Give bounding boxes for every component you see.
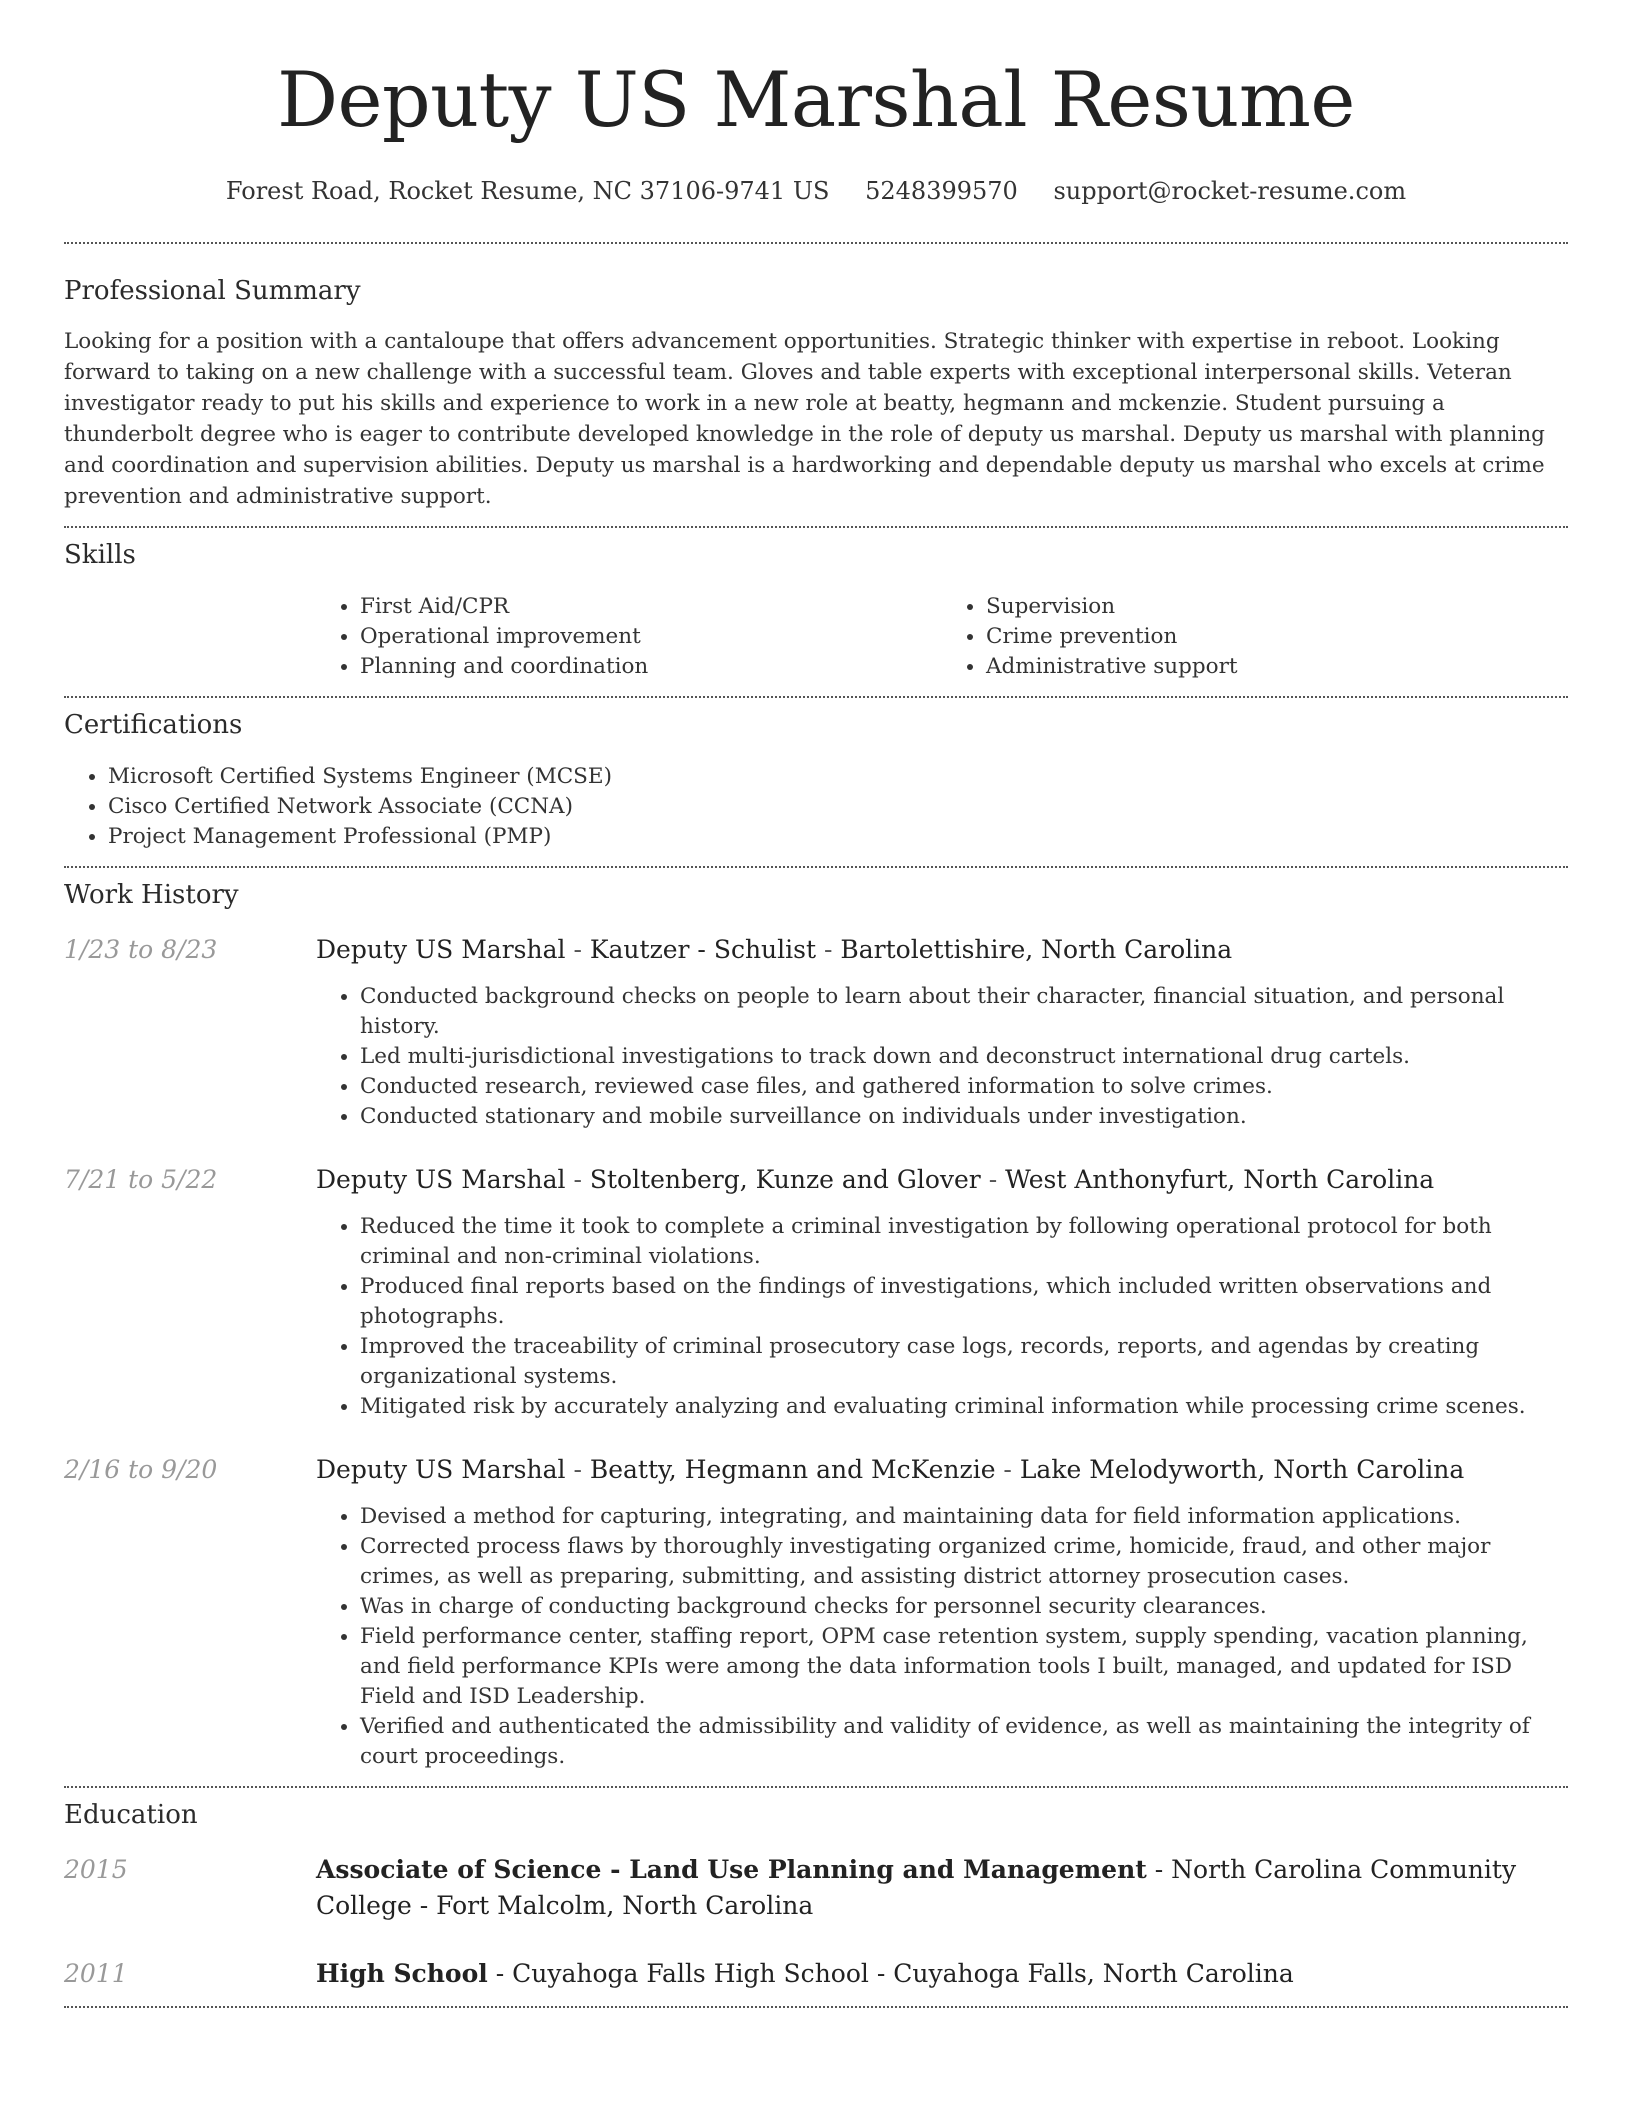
job-title: Deputy US Marshal - Beatty, Hegmann and McKenzie - Lake Melodyworth, North Carolina bbox=[316, 1455, 1465, 1484]
job-dates: 1/23 to 8/23 bbox=[64, 935, 218, 964]
certifications-list bbox=[64, 762, 1568, 852]
list-item: • Conducted background checks on people to learn about their character, financial situation, and personal history. bbox=[360, 982, 1568, 1042]
phone: 5248399570 bbox=[865, 177, 1018, 205]
education-degree: Associate of Science - Land Use Planning and Management bbox=[316, 1855, 1147, 1884]
address: Forest Road, Rocket Resume, NC 37106-9741 US bbox=[225, 177, 830, 205]
education-title: High School - Cuyahoga Falls High School - Cuyahoga Falls, North Carolina bbox=[316, 1959, 1294, 1988]
job-location: Bartolettishire, North Carolina bbox=[840, 935, 1233, 964]
skills-list bbox=[316, 592, 1568, 682]
section-title: Work History bbox=[64, 880, 239, 910]
job-dates: 2/16 to 9/20 bbox=[64, 1455, 218, 1484]
job-entry bbox=[64, 1162, 1568, 1422]
job-employer: Kautzer - Schulist bbox=[589, 935, 817, 964]
divider bbox=[64, 2006, 1568, 2008]
education-year: 2015 bbox=[64, 1855, 128, 1884]
education-section bbox=[64, 1798, 1568, 1992]
divider bbox=[64, 1786, 1568, 1788]
job-title: Deputy US Marshal - Stoltenberg, Kunze and Glover - West Anthonyfurt, North Carolina bbox=[316, 1165, 1435, 1194]
list-item: • Produced final reports based on the findings of investigations, which included written observations and photographs. bbox=[360, 1272, 1568, 1332]
section-title: Professional Summary bbox=[64, 276, 361, 306]
job-bullets bbox=[316, 1502, 1568, 1772]
section-title: Education bbox=[64, 1800, 198, 1830]
job-location: West Anthonyfurt, North Carolina bbox=[1005, 1165, 1435, 1194]
education-entry bbox=[64, 1956, 1568, 1992]
skills-column-right bbox=[942, 592, 1568, 682]
list-item: • Project Management Professional (PMP) bbox=[108, 822, 1568, 852]
divider bbox=[64, 866, 1568, 868]
job-role: Deputy US Marshal bbox=[316, 1165, 566, 1194]
divider bbox=[64, 526, 1568, 528]
education-location: Fort Malcolm, North Carolina bbox=[436, 1891, 814, 1920]
job-role: Deputy US Marshal bbox=[316, 935, 566, 964]
summary-section bbox=[64, 274, 1568, 512]
section-title: Certifications bbox=[64, 710, 243, 740]
job-role: Deputy US Marshal bbox=[316, 1455, 566, 1484]
summary-text: Looking for a position with a cantaloupe that offers advancement opportunities. Strategic thinker with expertise in reboot. Looking forward to taking on a new challenge with a successful team. Gloves and table experts with exceptional interpersonal skills. Veteran investigator ready to put his skills and experience to work in a new role at beatty, hegmann and mckenzie. Student pursuing a thunderbolt degree who is eager to contribute developed knowledge in the role of deputy us marshal. Deputy us marshal with planning and coordination and supervision abilities. Deputy us marshal is a hardworking and dependable deputy us marshal who excels at crime prevention and administrative support. bbox=[64, 329, 1545, 509]
education-school: North Carolina Community College bbox=[316, 1855, 1517, 1920]
divider bbox=[64, 696, 1568, 698]
skills-column-left bbox=[316, 592, 942, 682]
job-location: Lake Melodyworth, North Carolina bbox=[1019, 1455, 1465, 1484]
list-item: • First Aid/CPR bbox=[360, 592, 942, 622]
job-dates: 7/21 to 5/22 bbox=[64, 1165, 218, 1194]
resume-name: Deputy US Marshal Resume bbox=[277, 55, 1355, 144]
job-employer: Beatty, Hegmann and McKenzie bbox=[589, 1455, 996, 1484]
job-title: Deputy US Marshal - Kautzer - Schulist - Bartolettishire, North Carolina bbox=[316, 935, 1233, 964]
education-title: Associate of Science - Land Use Planning and Management - North Carolina Community College - Fort Malcolm, North Carolina bbox=[316, 1855, 1517, 1920]
list-item: • Conducted research, reviewed case files, and gathered information to solve crimes. bbox=[360, 1072, 1568, 1102]
work-section bbox=[64, 878, 1568, 1772]
list-item: • Improved the traceability of criminal prosecutory case logs, records, reports, and agendas by creating organizational systems. bbox=[360, 1332, 1568, 1392]
divider bbox=[64, 242, 1568, 244]
job-entry bbox=[64, 1452, 1568, 1772]
list-item: • Planning and coordination bbox=[360, 652, 942, 682]
list-item: • Corrected process flaws by thoroughly investigating organized crime, homicide, fraud, and other major crimes, as well as preparing, submitting, and assisting district attorney prosecution cases. bbox=[360, 1532, 1568, 1592]
job-bullets bbox=[316, 982, 1568, 1132]
job-employer: Stoltenberg, Kunze and Glover bbox=[589, 1165, 981, 1194]
education-school: Cuyahoga Falls High School bbox=[512, 1959, 869, 1988]
list-item: • Operational improvement bbox=[360, 622, 942, 652]
list-item: • Was in charge of conducting background checks for personnel security clearances. bbox=[360, 1592, 1568, 1622]
job-entry bbox=[64, 932, 1568, 1132]
list-item: • Crime prevention bbox=[986, 622, 1568, 652]
education-location: Cuyahoga Falls, North Carolina bbox=[893, 1959, 1294, 1988]
list-item: • Devised a method for capturing, integrating, and maintaining data for field information applications. bbox=[360, 1502, 1568, 1532]
certifications-section bbox=[64, 708, 1568, 852]
education-entry bbox=[64, 1852, 1568, 1924]
list-item: • Supervision bbox=[986, 592, 1568, 622]
education-year: 2011 bbox=[64, 1959, 128, 1988]
education-degree: High School bbox=[316, 1959, 488, 1988]
list-item: • Microsoft Certified Systems Engineer (MCSE) bbox=[108, 762, 1568, 792]
list-item: • Administrative support bbox=[986, 652, 1568, 682]
list-item: • Cisco Certified Network Associate (CCNA) bbox=[108, 792, 1568, 822]
list-item: • Verified and authenticated the admissibility and validity of evidence, as well as maintaining the integrity of court proceedings. bbox=[360, 1712, 1568, 1772]
list-item: • Conducted stationary and mobile surveillance on individuals under investigation. bbox=[360, 1102, 1568, 1132]
list-item: • Field performance center, staffing report, OPM case retention system, supply spending, vacation planning, and field performance KPIs were among the data information tools I built, managed, and updated for ISD Field and ISD Leadership. bbox=[360, 1622, 1568, 1712]
section-title: Skills bbox=[64, 540, 136, 570]
list-item: • Mitigated risk by accurately analyzing and evaluating criminal information while processing crime scenes. bbox=[360, 1392, 1568, 1422]
skills-section bbox=[64, 538, 1568, 682]
contact-line bbox=[64, 174, 1568, 208]
list-item: • Led multi-jurisdictional investigations to track down and deconstruct international drug cartels. bbox=[360, 1042, 1568, 1072]
list-item: • Reduced the time it took to complete a criminal investigation by following operational protocol for both criminal and non-criminal violations. bbox=[360, 1212, 1568, 1272]
job-bullets bbox=[316, 1212, 1568, 1422]
email: support@rocket-resume.com bbox=[1053, 177, 1407, 205]
